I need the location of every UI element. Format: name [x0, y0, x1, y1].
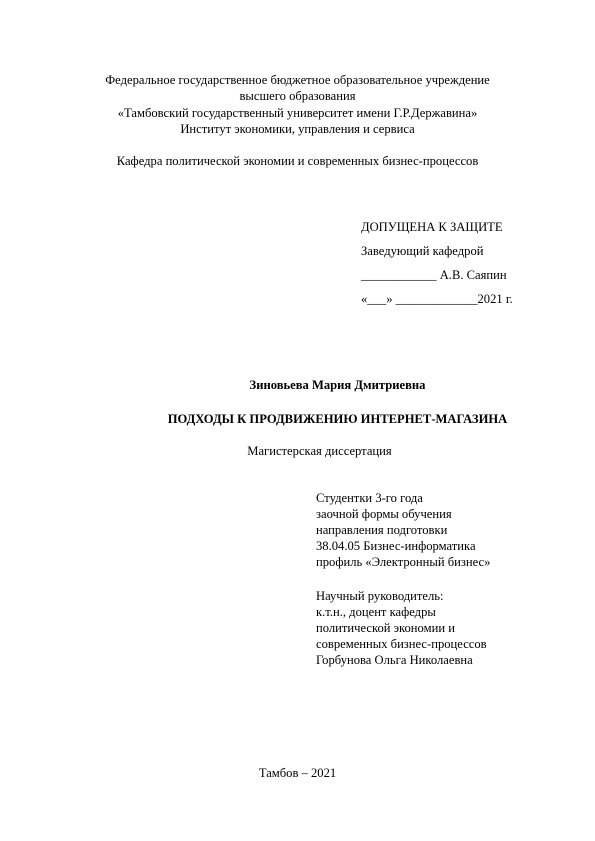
department-name: Кафедра политической экономии и современных бизнес-процессов — [116, 154, 479, 168]
supervisor-line-5: Горбунова Ольга Николаевна — [316, 653, 473, 667]
student-line-2: заочной формы обучения — [316, 507, 452, 521]
approval-date: «___» _____________2021 г. — [361, 292, 513, 306]
header-line-1: Федеральное государственное бюджетное образовательное учреждение — [105, 73, 490, 87]
supervisor-line-3: политической экономии и — [316, 621, 455, 635]
student-line-3: направления подготовки — [316, 523, 448, 537]
approval-signature: ____________ А.В. Саяпин — [361, 268, 507, 282]
header-line-3: «Тамбовский государственный университет имени Г.Р.Державина» — [117, 106, 478, 120]
approval-position: Заведующий кафедрой — [361, 244, 484, 258]
thesis-type: Магистерская диссертация — [247, 444, 392, 458]
supervisor-line-4: современных бизнес-процессов — [316, 637, 487, 651]
city-year: Тамбов – 2021 — [258, 766, 337, 780]
header-line-4: Институт экономики, управления и сервиса — [180, 122, 415, 136]
student-line-1: Студентки 3-го года — [316, 491, 423, 505]
author-name: Зиновьева Мария Дмитриевна — [249, 378, 426, 392]
supervisor-line-2: к.т.н., доцент кафедры — [316, 605, 436, 619]
supervisor-line-1: Научный руководитель: — [316, 589, 444, 603]
approval-title: ДОПУЩЕНА К ЗАЩИТЕ — [361, 220, 503, 234]
student-line-4: 38.04.05 Бизнес-информатика — [316, 539, 476, 553]
student-line-5: профиль «Электронный бизнес» — [316, 555, 491, 569]
thesis-title: ПОДХОДЫ К ПРОДВИЖЕНИЮ ИНТЕРНЕТ-МАГАЗИНА — [167, 412, 508, 426]
header-line-2: высшего образования — [239, 89, 356, 103]
